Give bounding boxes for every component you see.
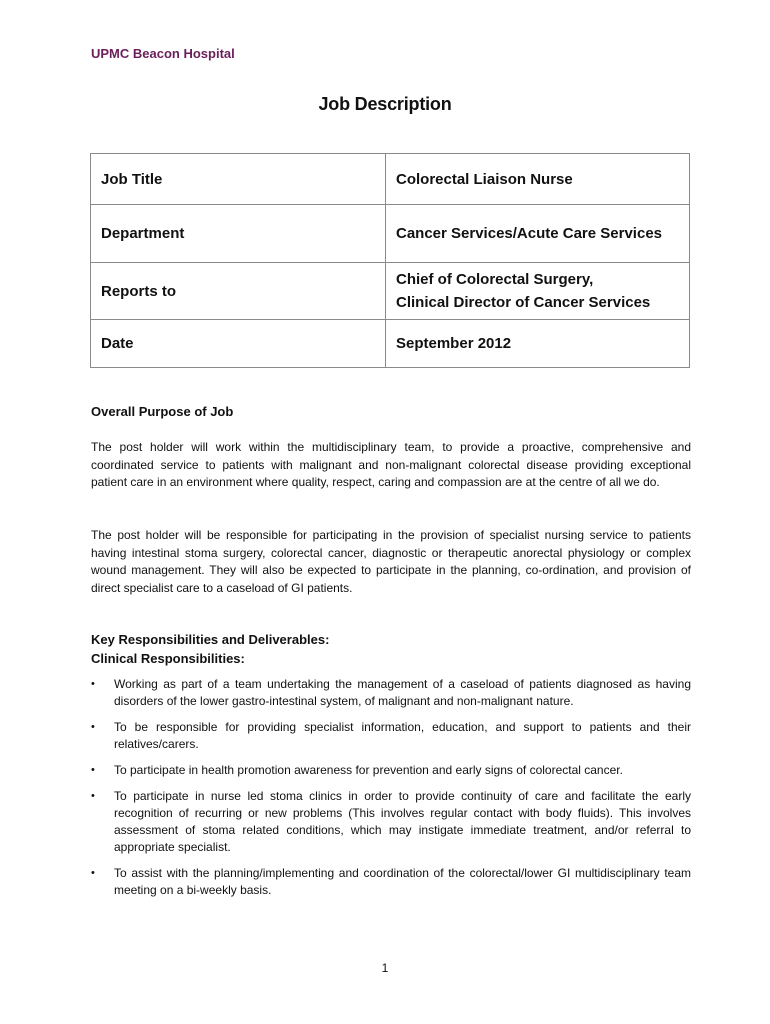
list-item-text: Working as part of a team undertaking the management of a caseload of patients diagnosed as having disorders of the lower gastro-intestinal system, of malignant and non-malignant nature. <box>114 677 691 708</box>
info-value-line: Clinical Director of Cancer Services <box>396 294 651 311</box>
bullet-icon: • <box>91 678 95 690</box>
document-title: Job Description <box>318 94 452 114</box>
page-number: 1 <box>381 961 389 975</box>
clinical-responsibilities-subheading: Clinical Responsibilities: <box>91 651 245 666</box>
purpose-heading: Overall Purpose of Job <box>91 404 234 419</box>
bullet-icon: • <box>91 790 95 802</box>
list-item-text: To participate in health promotion awareness for prevention and early signs of colorectal cancer. <box>114 763 623 777</box>
list-item-text: To participate in nurse led stoma clinics in order to provide continuity of care and facilitate the early recognition of recurring or new problems (This involves regular contact with body fluids). This involves assessment of stoma related conditions, which may instigate immediate treatment, and/or referral to appropriate specialist. <box>114 789 691 854</box>
info-row-reports-to <box>91 263 690 320</box>
info-value: Colorectal Liaison Nurse <box>386 154 690 205</box>
info-value-line: Chief of Colorectal Surgery, <box>396 271 594 288</box>
responsibilities-heading: Key Responsibilities and Deliverables: <box>91 632 330 647</box>
info-label: Job Title <box>91 154 386 205</box>
responsibilities-list <box>91 676 691 908</box>
purpose-paragraph-1: The post holder will work within the multidisciplinary team, to provide a proactive, comprehensive and coordinated service to patients with malignant and non-malignant colorectal disease providing exceptional patient care in an environment where quality, respect, caring and compassion are at the centre of all we do. <box>91 440 691 489</box>
list-item <box>91 865 691 899</box>
info-row-date <box>91 320 690 368</box>
list-item <box>91 676 691 710</box>
bullet-icon: • <box>91 867 95 879</box>
list-item <box>91 788 691 856</box>
list-item <box>91 719 691 753</box>
info-row-job-title <box>91 154 690 205</box>
bullet-icon: • <box>91 721 95 733</box>
list-item-text: To assist with the planning/implementing and coordination of the colorectal/lower GI multidisciplinary team meeting on a bi-weekly basis. <box>114 866 691 897</box>
bullet-icon: • <box>91 764 95 776</box>
list-item <box>91 762 691 779</box>
info-label: Department <box>91 205 386 263</box>
info-value: September 2012 <box>386 320 690 368</box>
purpose-paragraph-2: The post holder will be responsible for participating in the provision of specialist nursing service to patients having intestinal stoma surgery, colorectal cancer, diagnostic or therapeutic anorectal physiology or complex wound management. They will also be expected to participate in the planning, co-ordination, and provision of direct specialist care to a caseload of GI patients. <box>91 528 691 595</box>
info-label: Reports to <box>91 263 386 320</box>
info-value: Cancer Services/Acute Care Services <box>386 205 690 263</box>
info-value <box>386 263 690 320</box>
list-item-text: To be responsible for providing specialist information, education, and support to patients and their relatives/carers. <box>114 720 691 751</box>
info-label: Date <box>91 320 386 368</box>
job-info-table <box>90 153 690 368</box>
info-row-department <box>91 205 690 263</box>
organization-name: UPMC Beacon Hospital <box>91 46 235 61</box>
